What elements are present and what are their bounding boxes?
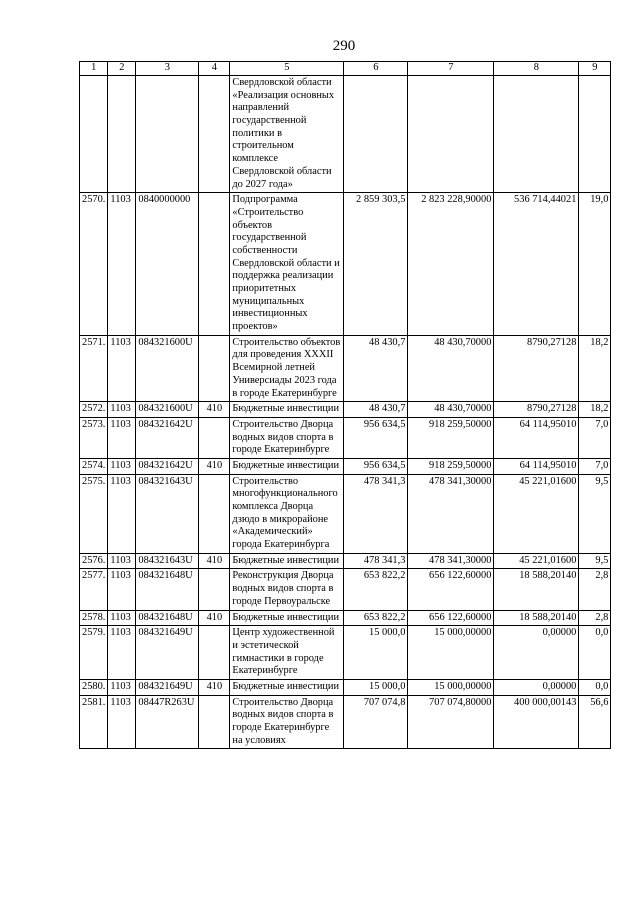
approved-amount: 918 259,50000 [408, 417, 494, 458]
planned-amount: 478 341,3 [344, 474, 408, 553]
section-code: 1103 [108, 193, 136, 336]
item-name: Бюджетные инвестиции [230, 402, 344, 418]
planned-amount: 653 822,2 [344, 610, 408, 626]
expense-type-code [199, 474, 230, 553]
expense-type-code [199, 76, 230, 193]
section-code: 1103 [108, 569, 136, 610]
row-number: 2578. [80, 610, 108, 626]
table-row [80, 335, 611, 401]
section-code: 1103 [108, 695, 136, 749]
executed-amount: 45 221,01600 [494, 553, 579, 569]
section-code: 1103 [108, 402, 136, 418]
column-header: 1 [80, 62, 108, 76]
planned-amount: 48 430,7 [344, 402, 408, 418]
approved-amount: 918 259,50000 [408, 458, 494, 474]
execution-percent: 0,0 [579, 679, 611, 695]
table-row [80, 458, 611, 474]
planned-amount: 707 074,8 [344, 695, 408, 749]
column-header: 6 [344, 62, 408, 76]
expense-type-code [199, 626, 230, 680]
section-code [108, 76, 136, 193]
item-name: Реконструкция Дворца водных видов спорта в городе Первоуральске [230, 569, 344, 610]
column-number-row [80, 62, 611, 76]
approved-amount: 478 341,30000 [408, 553, 494, 569]
row-number: 2576. [80, 553, 108, 569]
item-name: Строительство Дворца водных видов спорта в городе Екатеринбурге на условиях [230, 695, 344, 749]
section-code: 1103 [108, 474, 136, 553]
section-code: 1103 [108, 335, 136, 401]
expense-type-code [199, 335, 230, 401]
target-article-code: 084321643U [136, 553, 199, 569]
row-number: 2572. [80, 402, 108, 418]
execution-percent: 19,0 [579, 193, 611, 336]
expense-type-code [199, 193, 230, 336]
executed-amount: 0,00000 [494, 626, 579, 680]
expense-type-code: 410 [199, 458, 230, 474]
executed-amount: 400 000,00143 [494, 695, 579, 749]
item-name: Подпрограмма «Строительство объектов государственной собственности Свердловской области и поддержка реализации приоритетных муниципальных инвестиционных проектов» [230, 193, 344, 336]
section-code: 1103 [108, 679, 136, 695]
row-number: 2577. [80, 569, 108, 610]
column-header: 4 [199, 62, 230, 76]
row-number: 2571. [80, 335, 108, 401]
target-article-code: 084321642U [136, 458, 199, 474]
expense-type-code [199, 569, 230, 610]
table-body [80, 76, 611, 749]
row-number: 2570. [80, 193, 108, 336]
column-header: 5 [230, 62, 344, 76]
item-name: Строительство Дворца водных видов спорта в городе Екатеринбурге [230, 417, 344, 458]
approved-amount: 15 000,00000 [408, 626, 494, 680]
execution-percent: 18,2 [579, 335, 611, 401]
approved-amount: 656 122,60000 [408, 569, 494, 610]
executed-amount: 45 221,01600 [494, 474, 579, 553]
table-row [80, 474, 611, 553]
column-header: 9 [579, 62, 611, 76]
table-row [80, 695, 611, 749]
target-article-code: 0840000000 [136, 193, 199, 336]
section-code: 1103 [108, 458, 136, 474]
target-article-code: 084321600U [136, 402, 199, 418]
item-name: Строительство многофункционального комплекса Дворца дзюдо в микрорайоне «Академический» города Екатеринбурга [230, 474, 344, 553]
item-name: Центр художественной и эстетической гимнастики в городе Екатеринбурге [230, 626, 344, 680]
target-article-code: 08447R263U [136, 695, 199, 749]
approved-amount: 48 430,70000 [408, 402, 494, 418]
column-header: 2 [108, 62, 136, 76]
budget-table [79, 61, 611, 749]
table-row [80, 193, 611, 336]
row-number: 2581. [80, 695, 108, 749]
item-name: Строительство объектов для проведения XXXII Всемирной летней Универсиады 2023 года в городе Екатеринбурге [230, 335, 344, 401]
execution-percent: 7,0 [579, 458, 611, 474]
row-number [80, 76, 108, 193]
executed-amount: 18 588,20140 [494, 610, 579, 626]
execution-percent: 0,0 [579, 626, 611, 680]
planned-amount [344, 76, 408, 193]
planned-amount: 653 822,2 [344, 569, 408, 610]
execution-percent: 2,8 [579, 610, 611, 626]
approved-amount: 478 341,30000 [408, 474, 494, 553]
executed-amount: 8790,27128 [494, 402, 579, 418]
execution-percent: 2,8 [579, 569, 611, 610]
page-number: 290 [332, 38, 356, 54]
planned-amount: 2 859 303,5 [344, 193, 408, 336]
column-header: 3 [136, 62, 199, 76]
execution-percent: 9,5 [579, 474, 611, 553]
table-row [80, 402, 611, 418]
target-article-code: 084321648U [136, 569, 199, 610]
executed-amount: 18 588,20140 [494, 569, 579, 610]
row-number: 2573. [80, 417, 108, 458]
table-row [80, 679, 611, 695]
executed-amount: 0,00000 [494, 679, 579, 695]
expense-type-code: 410 [199, 553, 230, 569]
row-number: 2579. [80, 626, 108, 680]
row-number: 2574. [80, 458, 108, 474]
planned-amount: 956 634,5 [344, 417, 408, 458]
approved-amount: 656 122,60000 [408, 610, 494, 626]
expense-type-code: 410 [199, 402, 230, 418]
target-article-code: 084321642U [136, 417, 199, 458]
table-row [80, 610, 611, 626]
executed-amount: 8790,27128 [494, 335, 579, 401]
approved-amount [408, 76, 494, 193]
target-article-code: 084321600U [136, 335, 199, 401]
target-article-code: 084321649U [136, 626, 199, 680]
expense-type-code: 410 [199, 610, 230, 626]
approved-amount: 707 074,80000 [408, 695, 494, 749]
executed-amount: 536 714,44021 [494, 193, 579, 336]
section-code: 1103 [108, 626, 136, 680]
planned-amount: 48 430,7 [344, 335, 408, 401]
expense-type-code [199, 417, 230, 458]
item-name: Свердловской области «Реализация основных направлений государственной политики в строительном комплексе Свердловской области до 2027 года» [230, 76, 344, 193]
target-article-code: 084321648U [136, 610, 199, 626]
planned-amount: 15 000,0 [344, 626, 408, 680]
execution-percent: 18,2 [579, 402, 611, 418]
item-name: Бюджетные инвестиции [230, 553, 344, 569]
expense-type-code [199, 695, 230, 749]
section-code: 1103 [108, 610, 136, 626]
section-code: 1103 [108, 553, 136, 569]
execution-percent: 56,6 [579, 695, 611, 749]
approved-amount: 2 823 228,90000 [408, 193, 494, 336]
execution-percent [579, 76, 611, 193]
item-name: Бюджетные инвестиции [230, 458, 344, 474]
table-row [80, 553, 611, 569]
expense-type-code: 410 [199, 679, 230, 695]
row-number: 2575. [80, 474, 108, 553]
section-code: 1103 [108, 417, 136, 458]
row-number: 2580. [80, 679, 108, 695]
planned-amount: 956 634,5 [344, 458, 408, 474]
table-header [80, 62, 611, 76]
item-name: Бюджетные инвестиции [230, 610, 344, 626]
planned-amount: 15 000,0 [344, 679, 408, 695]
table-row [80, 569, 611, 610]
table-row [80, 626, 611, 680]
table-row [80, 76, 611, 193]
target-article-code: 084321643U [136, 474, 199, 553]
target-article-code [136, 76, 199, 193]
target-article-code: 084321649U [136, 679, 199, 695]
approved-amount: 15 000,00000 [408, 679, 494, 695]
column-header: 8 [494, 62, 579, 76]
executed-amount: 64 114,95010 [494, 417, 579, 458]
executed-amount: 64 114,95010 [494, 458, 579, 474]
item-name: Бюджетные инвестиции [230, 679, 344, 695]
executed-amount [494, 76, 579, 193]
planned-amount: 478 341,3 [344, 553, 408, 569]
execution-percent: 7,0 [579, 417, 611, 458]
approved-amount: 48 430,70000 [408, 335, 494, 401]
column-header: 7 [408, 62, 494, 76]
execution-percent: 9,5 [579, 553, 611, 569]
table-row [80, 417, 611, 458]
